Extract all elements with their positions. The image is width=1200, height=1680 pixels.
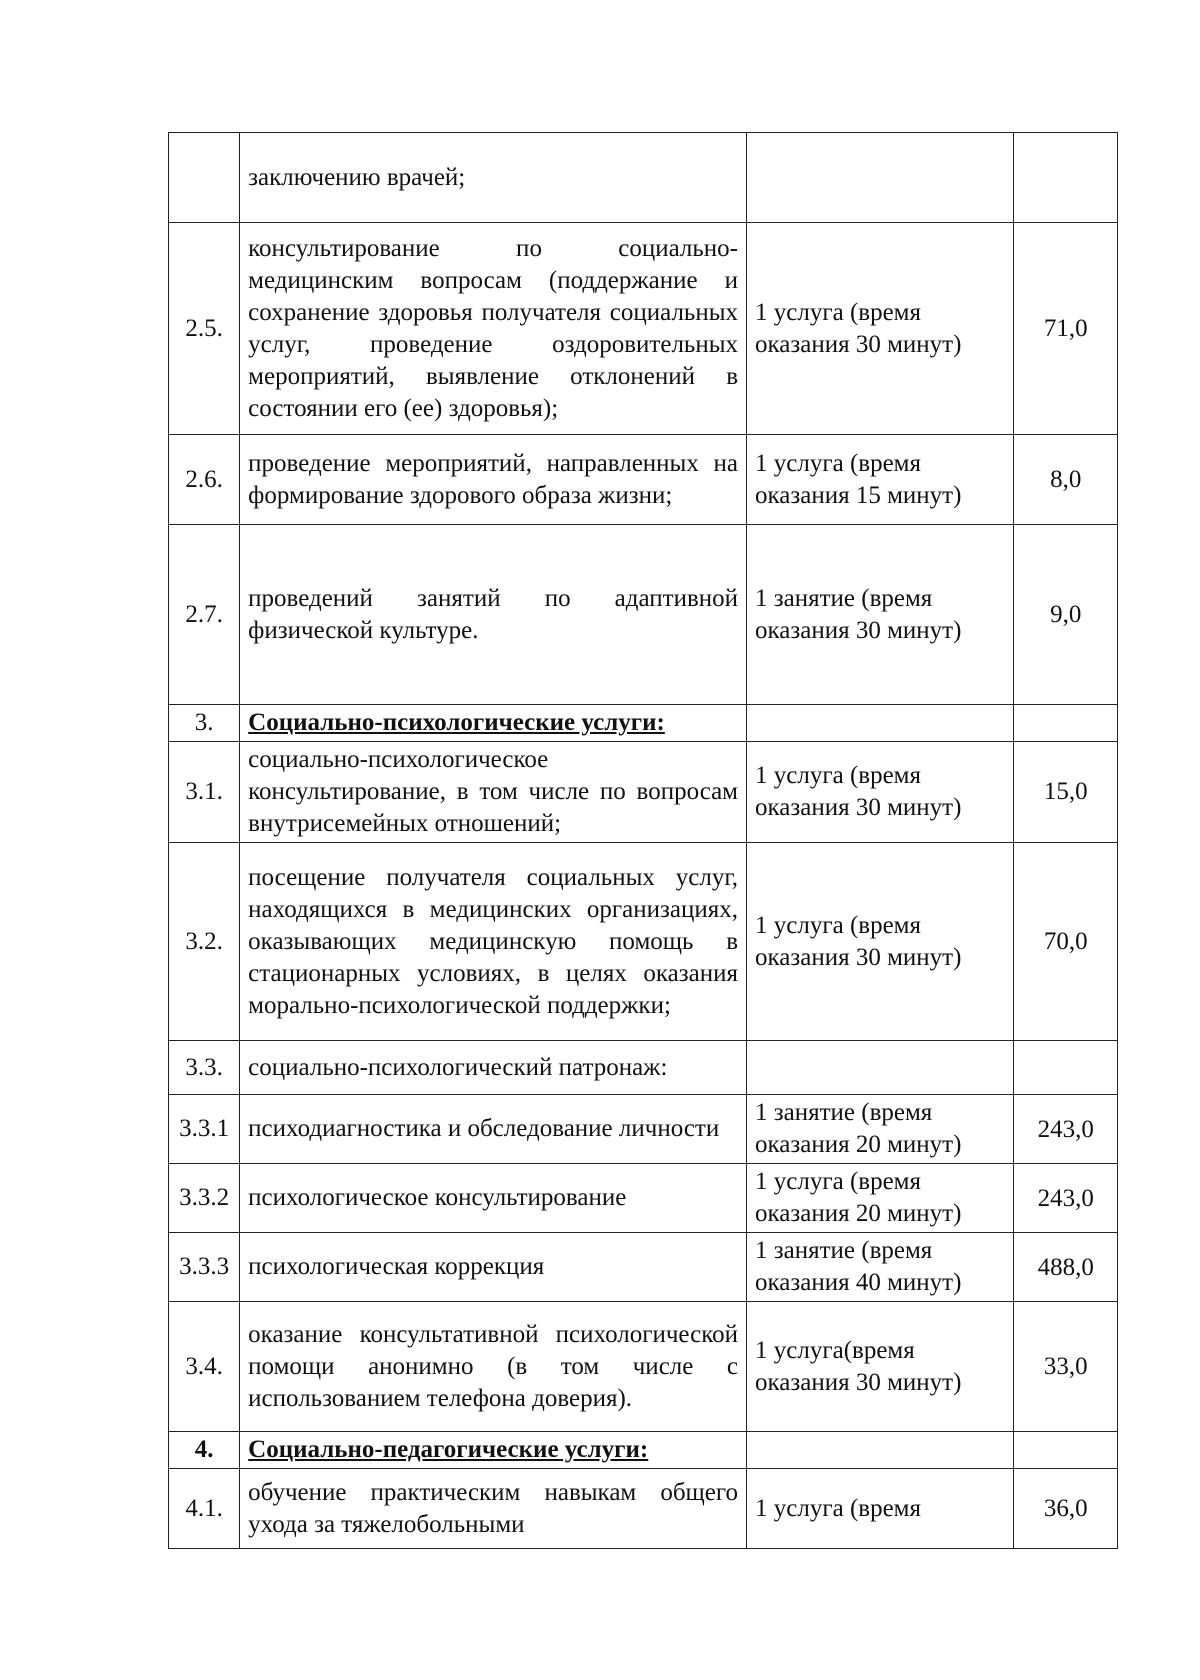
table-row xyxy=(169,1041,1118,1095)
service-price: 71,0 xyxy=(1014,223,1118,435)
service-unit: 1 услуга (время оказания 30 минут) xyxy=(747,742,1014,843)
row-number: 3.1. xyxy=(169,742,240,843)
service-price: 8,0 xyxy=(1014,435,1118,525)
services-price-table xyxy=(168,132,1118,1549)
service-price xyxy=(1014,1432,1118,1469)
table-row xyxy=(169,223,1118,435)
service-price: 36,0 xyxy=(1014,1469,1118,1549)
service-price: 488,0 xyxy=(1014,1233,1118,1302)
service-unit: 1 услуга (время оказания 30 минут) xyxy=(747,843,1014,1041)
table-row xyxy=(169,133,1118,223)
service-description: психодиагностика и обследование личности xyxy=(240,1095,747,1164)
service-description: проведений занятий по адаптивной физической культуре. xyxy=(240,525,747,705)
table-row xyxy=(169,843,1118,1041)
service-unit xyxy=(747,133,1014,223)
service-description: оказание консультативной психологической помощи анонимно (в том числе с использованием телефона доверия). xyxy=(240,1302,747,1432)
row-number: 2.6. xyxy=(169,435,240,525)
row-number: 4.1. xyxy=(169,1469,240,1549)
service-description: посещение получателя социальных услуг, находящихся в медицинских организациях, оказывающих медицинскую помощь в стационарных условиях, в целях оказания морально-психологической поддержки; xyxy=(240,843,747,1041)
row-number: 3.3.1 xyxy=(169,1095,240,1164)
row-number: 2.7. xyxy=(169,525,240,705)
table-row xyxy=(169,1095,1118,1164)
row-number: 3.3. xyxy=(169,1041,240,1095)
row-number: 3.3.2 xyxy=(169,1164,240,1233)
service-price xyxy=(1014,705,1118,742)
section-title: Социально-педагогические услуги: xyxy=(240,1432,747,1469)
service-description: проведение мероприятий, направленных на формирование здорового образа жизни; xyxy=(240,435,747,525)
service-price: 15,0 xyxy=(1014,742,1118,843)
service-unit: 1 занятие (время оказания 30 минут) xyxy=(747,525,1014,705)
service-unit: 1 услуга (время оказания 15 минут) xyxy=(747,435,1014,525)
row-number: 2.5. xyxy=(169,223,240,435)
service-unit xyxy=(747,1041,1014,1095)
table-row xyxy=(169,525,1118,705)
service-unit: 1 занятие (время оказания 40 минут) xyxy=(747,1233,1014,1302)
service-unit: 1 услуга(время оказания 30 минут) xyxy=(747,1302,1014,1432)
table-row xyxy=(169,435,1118,525)
service-price: 9,0 xyxy=(1014,525,1118,705)
service-description: социально-психологический патронаж: xyxy=(240,1041,747,1095)
service-unit: 1 услуга (время оказания 30 минут) xyxy=(747,223,1014,435)
service-price: 243,0 xyxy=(1014,1095,1118,1164)
row-number xyxy=(169,133,240,223)
service-unit: 1 занятие (время оказания 20 минут) xyxy=(747,1095,1014,1164)
table-row xyxy=(169,1469,1118,1549)
section-number: 3. xyxy=(169,705,240,742)
section-title: Социально-психологические услуги: xyxy=(240,705,747,742)
service-unit xyxy=(747,1432,1014,1469)
service-price xyxy=(1014,1041,1118,1095)
service-description: социально-психологическое консультирование, в том числе по вопросам внутрисемейных отношений; xyxy=(240,742,747,843)
service-description: обучение практическим навыкам общего ухода за тяжелобольными xyxy=(240,1469,747,1549)
section-header-row xyxy=(169,705,1118,742)
table-row xyxy=(169,1164,1118,1233)
table-row xyxy=(169,742,1118,843)
row-number: 3.3.3 xyxy=(169,1233,240,1302)
service-description: консультирование по социально-медицинским вопросам (поддержание и сохранение здоровья получателя социальных услуг, проведение оздоровительных мероприятий, выявление отклонений в состоянии его (ее) здоровья); xyxy=(240,223,747,435)
service-price xyxy=(1014,133,1118,223)
service-unit: 1 услуга (время xyxy=(747,1469,1014,1549)
service-description: психологическая коррекция xyxy=(240,1233,747,1302)
section-number: 4. xyxy=(169,1432,240,1469)
service-price: 243,0 xyxy=(1014,1164,1118,1233)
service-unit: 1 услуга (время оказания 20 минут) xyxy=(747,1164,1014,1233)
service-description: заключению врачей; xyxy=(240,133,747,223)
service-price: 70,0 xyxy=(1014,843,1118,1041)
table-row xyxy=(169,1302,1118,1432)
service-description: психологическое консультирование xyxy=(240,1164,747,1233)
section-header-row xyxy=(169,1432,1118,1469)
service-price: 33,0 xyxy=(1014,1302,1118,1432)
table-row xyxy=(169,1233,1118,1302)
row-number: 3.4. xyxy=(169,1302,240,1432)
row-number: 3.2. xyxy=(169,843,240,1041)
service-unit xyxy=(747,705,1014,742)
